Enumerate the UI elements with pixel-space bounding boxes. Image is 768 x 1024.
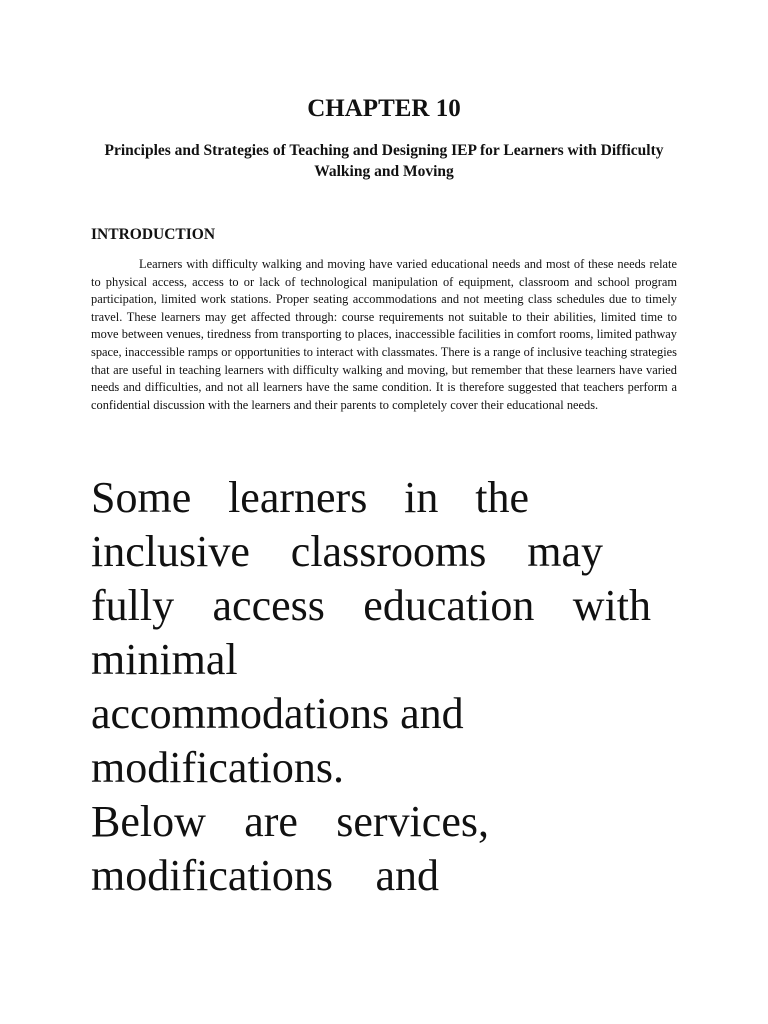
large-text-line: Below are services,	[91, 797, 489, 846]
section-heading-introduction: INTRODUCTION	[91, 226, 216, 243]
chapter-subtitle: Principles and Strategies of Teaching and Designing IEP for Learners with Difficulty Walking and Moving	[104, 142, 664, 180]
large-text-line: fully access education with	[91, 581, 651, 630]
large-text-line: inclusive classrooms may	[91, 527, 603, 576]
chapter-title: CHAPTER 10	[307, 95, 461, 122]
large-text-line: modifications.	[91, 743, 344, 792]
large-text-line: Some learners in the	[91, 473, 529, 522]
large-text-line: minimal	[91, 635, 238, 684]
large-text-line: modifications and	[91, 851, 439, 900]
large-text-block	[91, 471, 651, 903]
intro-paragraph: Learners with difficulty walking and moving have varied educational needs and most of these needs relate to physical access, access to or lack of technological manipulation of equipment, classroom and school program participation, limited work stations. Proper seating accommodations and not meeting class schedules due to timely travel. These learners may get affected through: course requirements not suitable to their abilities, limited time to move between venues, tiredness from transporting to places, inaccessible facilities in comfort rooms, limited pathway space, inaccessible ramps or opportunities to interact with classmates. There is a range of inclusive teaching strategies that are useful in teaching learners with difficulty walking and moving, but remember that these learners have varied needs and difficulties, and not all learners have the same condition. It is therefore suggested that teachers perform a confidential discussion with the learners and their parents to completely cover their educational needs.	[91, 257, 677, 412]
large-text-line: accommodations and	[91, 689, 464, 738]
